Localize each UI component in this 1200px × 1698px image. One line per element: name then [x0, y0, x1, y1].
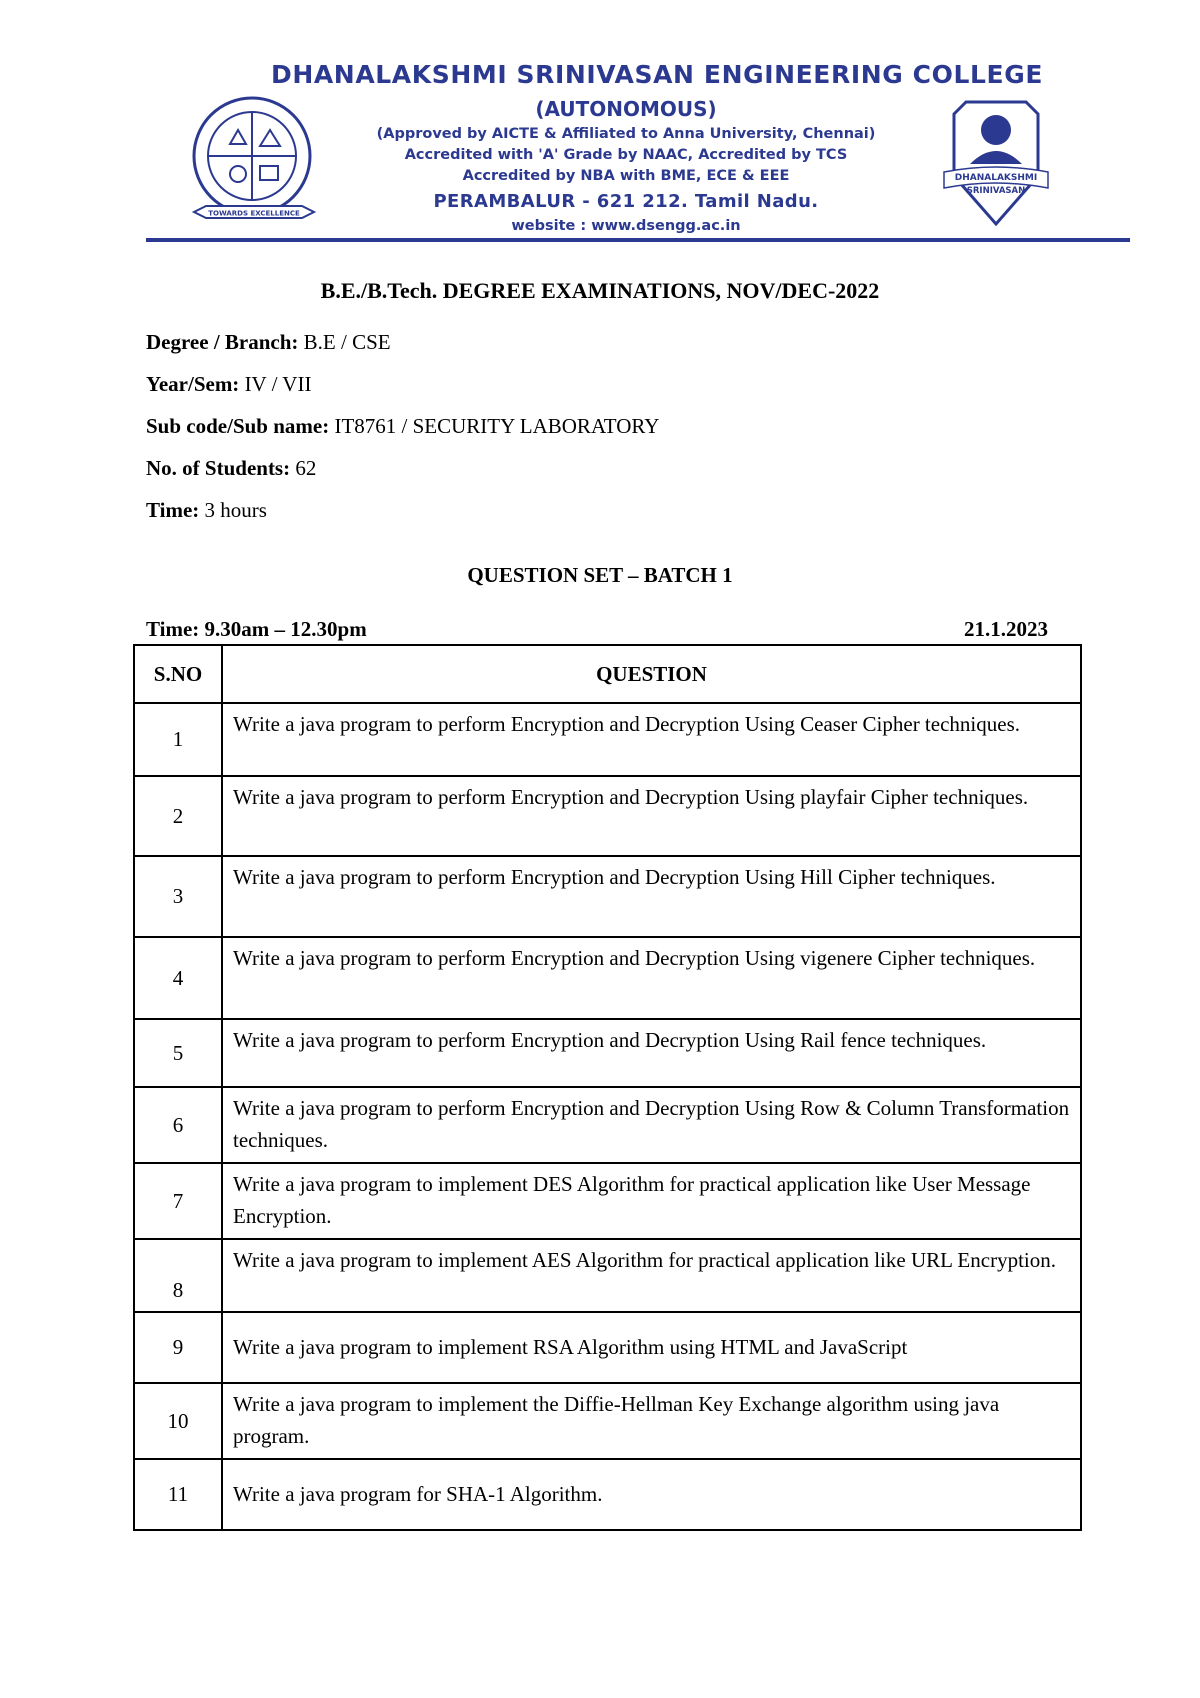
letterhead-details: [346, 94, 906, 237]
table-row: [134, 1019, 1081, 1087]
question-header: QUESTION: [222, 645, 1081, 703]
field-label: No. of Students:: [146, 456, 291, 480]
question-cell: Write a java program to implement DES Algorithm for practical application like User Message Encryption.: [222, 1163, 1081, 1239]
field-value: 3 hours: [204, 498, 267, 522]
field-label: Time:: [146, 498, 200, 522]
sno-cell: 11: [134, 1459, 222, 1530]
table-row: [134, 1239, 1081, 1312]
approval-line: (Approved by AICTE & Affiliated to Anna University, Chennai): [376, 126, 876, 142]
question-cell: Write a java program to implement the Diffie-Hellman Key Exchange algorithm using java program.: [222, 1383, 1081, 1459]
website-line: website : www.dsengg.ac.in: [511, 218, 741, 234]
subject-field: [146, 405, 659, 447]
sno-cell: 5: [134, 1019, 222, 1087]
nba-accreditation-line: Accredited by NBA with BME, ECE & EEE: [462, 168, 790, 184]
field-label: Sub code/Sub name:: [146, 414, 330, 438]
field-label: Year/Sem:: [146, 372, 240, 396]
sno-cell: 3: [134, 856, 222, 937]
svg-text:DHANALAKSHMI: DHANALAKSHMI: [954, 173, 1038, 183]
field-value: IV / VII: [244, 372, 312, 396]
table-row: [134, 1087, 1081, 1163]
autonomous-label: (AUTONOMOUS): [535, 97, 717, 121]
session-row: [146, 617, 1048, 642]
question-cell: Write a java program to perform Encryption and Decryption Using playfair Cipher techniques.: [222, 776, 1081, 856]
field-value: B.E / CSE: [303, 330, 391, 354]
question-cell: Write a java program to implement RSA Algorithm using HTML and JavaScript: [222, 1312, 1081, 1383]
year-sem-field: [146, 363, 659, 405]
question-cell: Write a java program for SHA-1 Algorithm.: [222, 1459, 1081, 1530]
exam-details: [146, 321, 659, 531]
question-cell: Write a java program to perform Encryption and Decryption Using Rail fence techniques.: [222, 1019, 1081, 1087]
table-row: [134, 1383, 1081, 1459]
table-header-row: [134, 645, 1081, 703]
table-row: [134, 776, 1081, 856]
college-name: DHANALAKSHMI SRINIVASAN ENGINEERING COLLEGE: [270, 60, 1044, 89]
question-cell: Write a java program to perform Encryption and Decryption Using Ceaser Cipher techniques.: [222, 703, 1081, 776]
letterhead: [146, 58, 1130, 244]
table-row: [134, 703, 1081, 776]
founder-shield-logo: [936, 92, 1056, 232]
svg-text:SRINIVASAN: SRINIVASAN: [966, 186, 1026, 196]
question-cell: Write a java program to perform Encryption and Decryption Using Hill Cipher techniques.: [222, 856, 1081, 937]
sno-cell: 2: [134, 776, 222, 856]
students-field: [146, 447, 659, 489]
session-time: Time: 9.30am – 12.30pm: [146, 617, 367, 641]
question-cell: Write a java program to perform Encryption and Decryption Using Row & Column Transformation techniques.: [222, 1087, 1081, 1163]
sno-cell: 10: [134, 1383, 222, 1459]
field-value: 62: [295, 456, 317, 480]
table-row: [134, 856, 1081, 937]
field-value: IT8761 / SECURITY LABORATORY: [334, 414, 660, 438]
question-cell: Write a java program to perform Encryption and Decryption Using vigenere Cipher techniques.: [222, 937, 1081, 1019]
svg-text:TOWARDS EXCELLENCE: TOWARDS EXCELLENCE: [208, 209, 300, 218]
sno-cell: 1: [134, 703, 222, 776]
sno-header: S.NO: [134, 645, 222, 703]
question-set-title: QUESTION SET – BATCH 1: [467, 563, 733, 587]
table-row: [134, 1163, 1081, 1239]
college-emblem-logo: [190, 94, 320, 234]
table-row: [134, 1312, 1081, 1383]
question-cell: Write a java program to implement AES Algorithm for practical application like URL Encryption.: [222, 1239, 1081, 1312]
letterhead-divider: [146, 238, 1130, 242]
sno-cell: 4: [134, 937, 222, 1019]
exam-date: 21.1.2023: [964, 617, 1048, 641]
sno-cell: 8: [134, 1239, 222, 1312]
sno-cell: 9: [134, 1312, 222, 1383]
field-label: Degree / Branch:: [146, 330, 299, 354]
naac-accreditation-line: Accredited with 'A' Grade by NAAC, Accredited by TCS: [404, 147, 848, 163]
exam-title: B.E./B.Tech. DEGREE EXAMINATIONS, NOV/DEC-2022: [320, 278, 880, 303]
table-row: [134, 1459, 1081, 1530]
table-row: [134, 937, 1081, 1019]
sno-cell: 6: [134, 1087, 222, 1163]
sno-cell: 7: [134, 1163, 222, 1239]
degree-branch-field: [146, 321, 659, 363]
question-table: [133, 644, 1082, 1531]
duration-field: [146, 489, 659, 531]
location-line: PERAMBALUR - 621 212. Tamil Nadu.: [433, 191, 819, 212]
